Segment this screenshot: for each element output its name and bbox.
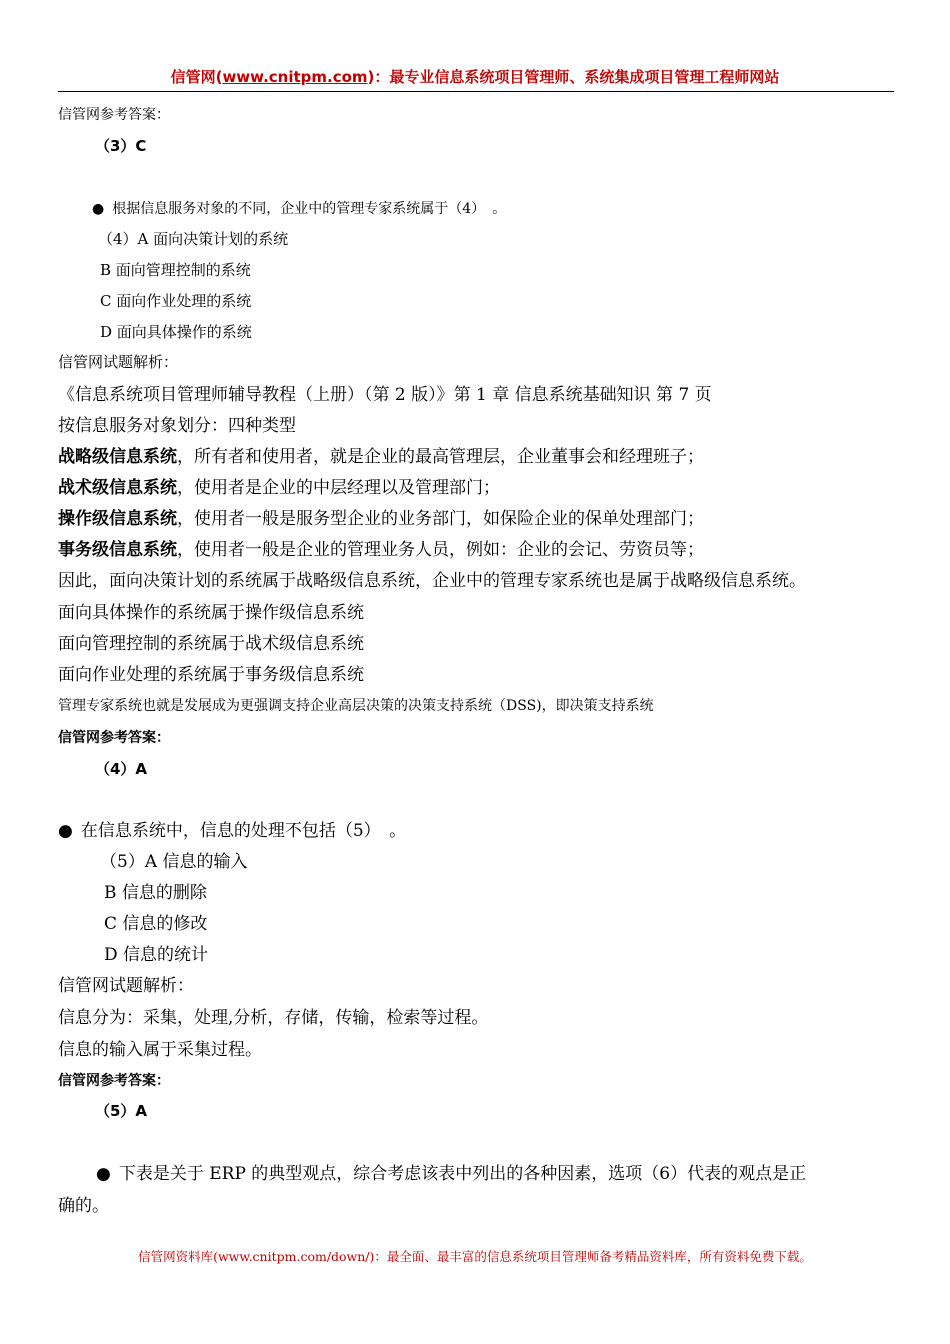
- header-url-link[interactable]: www.cnitpm.com: [222, 68, 368, 86]
- header-suffix: )：最专业信息系统项目管理师、系统集成项目管理工程师网站: [367, 68, 780, 86]
- q5-answer-label: 信管网参考答案：: [58, 1073, 170, 1089]
- q4-type-tactical: [58, 473, 500, 498]
- header-prefix: 信管网(: [170, 68, 223, 86]
- type-desc: ，使用者一般是企业的管理业务人员，例如：企业的会记、劳资员等；: [177, 540, 704, 560]
- q6-question-line1: [96, 1159, 806, 1184]
- q6-question-text: 下表是关于 ERP 的典型观点，综合考虑该表中列出的各种因素，选项（6）代表的观点是正: [118, 1164, 807, 1184]
- q4-note-1: 面向具体操作的系统属于操作级信息系统: [58, 603, 364, 623]
- q4-question: [92, 198, 506, 218]
- q5-option-b: B 信息的删除: [104, 883, 207, 903]
- q5-analysis-2: 信息的输入属于采集过程。: [58, 1040, 262, 1060]
- q4-type-transactional: [58, 535, 704, 560]
- bullet-icon: ●: [96, 1164, 111, 1184]
- type-term: 事务级信息系统: [58, 540, 177, 560]
- q3-answer-label: 信管网参考答案：: [58, 107, 170, 123]
- q4-classify: 按信息服务对象划分：四种类型: [58, 416, 296, 436]
- q5-analysis-label: 信管网试题解析：: [58, 976, 194, 996]
- q4-dss-note: 管理专家系统也就是发展成为更强调支持企业高层决策的决策支持系统（DSS)，即决策支持系统: [58, 698, 654, 714]
- type-desc: ，使用者是企业的中层经理以及管理部门；: [177, 478, 500, 498]
- q4-option-b: B 面向管理控制的系统: [100, 261, 251, 279]
- q4-type-operational: [58, 504, 704, 529]
- q4-answer: （4）A: [95, 760, 148, 778]
- q5-question: [58, 816, 406, 841]
- type-term: 战略级信息系统: [58, 447, 177, 467]
- type-desc: ，所有者和使用者，就是企业的最高管理层，企业董事会和经理班子；: [177, 447, 704, 467]
- header-divider: [58, 91, 894, 92]
- q3-answer: （3）C: [95, 137, 147, 155]
- q5-option-c: C 信息的修改: [104, 914, 208, 934]
- bullet-icon: ●: [58, 821, 73, 841]
- q4-note-3: 面向作业处理的系统属于事务级信息系统: [58, 665, 364, 685]
- q4-note-2: 面向管理控制的系统属于战术级信息系统: [58, 634, 364, 654]
- q4-answer-label: 信管网参考答案：: [58, 730, 170, 746]
- q5-analysis-1: 信息分为：采集，处理,分析，存储，传输，检索等过程。: [58, 1008, 489, 1028]
- q5-answer: （5）A: [95, 1102, 148, 1120]
- page-footer: 信管网资料库(www.cnitpm.com/down/)：最全面、最丰富的信息系统项目管理师备考精品资料库，所有资料免费下载。: [138, 1249, 812, 1264]
- q5-question-text: 在信息系统中，信息的处理不包括（5） 。: [80, 821, 407, 841]
- q4-reference: 《信息系统项目管理师辅导教程（上册）（第 2 版）》第 1 章 信息系统基础知识 第 7 页: [58, 385, 712, 405]
- q4-option-d: D 面向具体操作的系统: [100, 323, 252, 341]
- q5-option-d: D 信息的统计: [104, 945, 209, 965]
- q4-analysis-label: 信管网试题解析：: [58, 353, 179, 371]
- q4-option-c: C 面向作业处理的系统: [100, 292, 252, 310]
- bullet-icon: ●: [92, 201, 105, 217]
- q6-question-line2: 确的。: [58, 1196, 109, 1216]
- q4-question-text: 根据信息服务对象的不同，企业中的管理专家系统属于（4） 。: [112, 201, 507, 217]
- type-term: 战术级信息系统: [58, 478, 177, 498]
- type-desc: ，使用者一般是服务型企业的业务部门，如保险企业的保单处理部门；: [177, 509, 704, 529]
- q4-type-strategic: [58, 442, 704, 467]
- q5-option-a: （5）A 信息的输入: [100, 852, 248, 872]
- type-term: 操作级信息系统: [58, 509, 177, 529]
- q4-conclusion: 因此，面向决策计划的系统属于战略级信息系统，企业中的管理专家系统也是属于战略级信息系统。: [58, 571, 806, 591]
- q4-option-a: （4）A 面向决策计划的系统: [98, 230, 289, 248]
- page-header: [0, 66, 950, 87]
